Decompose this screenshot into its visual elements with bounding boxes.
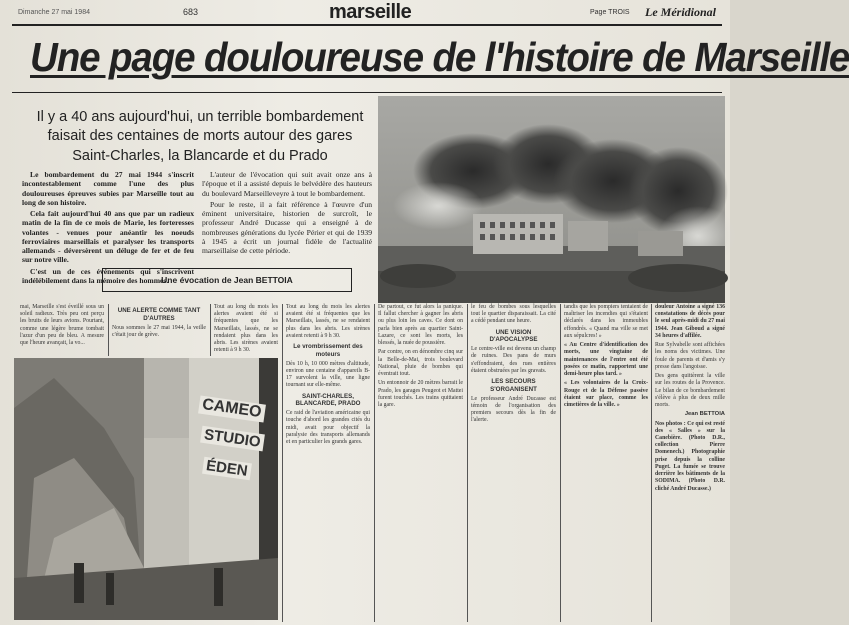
column-text: Un entonnoir de 20 mètres barrait le Prado, les garages Peugeot et Mattei furent touchés. Les trains quittaient la gare. <box>378 380 463 409</box>
photo-caption: Nos photos : Ce qui est resté des « Salles » sur la Canebière. (Photo D.R., collection Pierre Domenech.) Photographie prise depuis la colline Puget. La fumée se trouve derrière les bâtiments de la SODIMA. (Photo D.R. cliché André Ducasse.) <box>655 420 725 492</box>
article-column-5 <box>564 304 648 622</box>
bombing-smoke-photo <box>378 96 725 303</box>
column-text: Le professeur André Ducasse est témoin de l'organisation des premiers secours dès la fin de l'alerte. <box>471 395 556 424</box>
column-text: Des gens quittèrent la ville sur les routes de la Provence. Le bilan de ce bombardement s'élève à plus de deux mille morts. <box>655 373 725 409</box>
subheadline: Il y a 40 ans aujourd'hui, un terrible bombardement faisait des centaines de morts autour des gares Saint-Charles, la Blancarde et du Prado <box>36 109 364 164</box>
article-column-2 <box>286 304 370 622</box>
issue-date: Dimanche 27 mai 1984 <box>18 9 90 16</box>
column-divider <box>560 304 561 622</box>
intro-paragraph: C'est un de ces événements qui s'inscrivent indélébilement dans la mémoire des hommes. <box>22 266 194 285</box>
ruined-cinema-photo <box>14 358 278 620</box>
page-tag: Page TROIS <box>590 9 630 16</box>
headline-rule <box>12 92 722 93</box>
column-heading: UNE VISION D'APOCALYPSE <box>489 328 538 344</box>
column-heading: LES SECOURS S'ORGANISENT <box>490 378 537 393</box>
column-divider <box>210 304 211 356</box>
article-column-6 <box>655 304 725 622</box>
column-text: De partout, ce fut alors la panique. Il fallut chercher à gagner les abris ou plus loin les caves. Ce dont on parla bien après au quartier Saint-Lazare, ce sont les morts, les blessés, la nuée de poussière. <box>378 304 463 347</box>
section-title: marseille <box>329 1 412 23</box>
column-text: Tout au long du mois les alertes avaient été si fréquentes que les Marseillais, lassés, ne se rendaient plus dans les abris. Les sirènes avaient retenti à 9 h 30. <box>214 304 278 354</box>
cinema-sign-studio: STUDIO <box>200 426 264 452</box>
headline: Une page douloureuse de l'histoire de Marseille <box>30 34 849 80</box>
page-header <box>0 0 730 26</box>
article-signature: Jean BETTOIA <box>684 411 725 418</box>
intro-right <box>202 170 372 257</box>
column-text: Par contre, on en dénombre cinq sur la Belle-de-Mai, trois boulevard National, pluie de bombes qui éventrait tout. <box>378 349 463 378</box>
column-text: tandis que les pompiers tentaient de maîtriser les incendies qui s'étaient déclarés dans les immeubles effondrés. « Quand ma ville se met aux sépulcres! » <box>564 304 648 339</box>
column-text: Nous sommes le 27 mai 1944, la veille c'était jour de grève. <box>112 324 206 338</box>
article-column-3 <box>378 304 463 622</box>
column-text: Rue Sylvabelle sont affichées les noms des victimes. Une foule de parents et d'amis s'y presse dans l'angoisse. <box>655 342 725 370</box>
column-divider <box>467 304 468 622</box>
column-heading: Le vrombrissement des moteurs <box>293 343 363 358</box>
column-text: « Au Centre d'identification des morts, une vingtaine de maintenances de l'entre ont été posées ce matin, rapportent une demi-heure plus tard. » <box>564 342 648 378</box>
column-heading: UNE ALERTE COMME TANT D'AUTRES <box>117 307 201 322</box>
smoke-illustration <box>378 96 725 303</box>
article-column-2-top <box>214 304 278 356</box>
column-heading: SAINT-CHARLES, BLANCARDE, PRADO <box>295 392 361 408</box>
column-divider <box>651 304 652 622</box>
page-number: 683 <box>183 7 199 17</box>
column-text: Tout au long du mois les alertes avaient été si fréquentes que les Marseillais, lassés, ne se rendaient plus dans les abris. Les sirènes avaient retenti à 9 h 30. <box>286 304 370 339</box>
column-text: le feu de bombes sous lesquelles tout le quartier disparaissait. La cité a cédé pendant une heure. <box>471 304 556 325</box>
column-text: mai, Marseille s'est éveillé sous un soleil radieux. Très peu ont perçu les bruits de leurs avions. Pourtant, comme une légère brume tombait l'azur d'un peu de bleu. A mesure que l'heure avançait, la vo... <box>20 304 104 347</box>
column-text: douleur Antoine a signé 136 constatations de décès pour le seul après-midi du 27 mai 1944. Jean Giboud a signé 34 heures d'affilée. <box>655 304 725 339</box>
column-divider <box>108 304 109 356</box>
cinema-sign-eden: ÉDEN <box>202 457 252 480</box>
column-divider <box>282 304 283 622</box>
intro-paragraph: Pour le reste, il a fait référence à l'œuvre d'un éminent universitaire, historien de surcroît, le professeur André Ducasse qui a enseigné à de nombreuses générations du lycée Périer et qui de 1939 à 1945 a écrit un journal fidèle de l'actualité marseillaise de cette période. <box>202 199 372 255</box>
column-text: « Les volontaires de la Croix-Rouge et de la Défense passive étaient sur place, comme les cimetières de la ville. » <box>564 380 648 409</box>
article-column-1b <box>112 304 206 356</box>
intro-paragraph: Le bombardement du 27 mai 1944 s'inscrit incontestablement comme l'une des plus douloureuses épreuves subies par Marseille tout au long de son histoire. <box>22 170 194 207</box>
newspaper-name: Le Méridional <box>645 5 716 19</box>
column-text: Le centre-ville est devenu un champ de ruines. Des pans de murs s'effondraient, des rues entières étaient obstruées par les gravats. <box>471 346 556 374</box>
ruins-illustration <box>14 358 278 620</box>
header-rule <box>12 24 722 26</box>
column-text: Dès 10 h, 10 000 mètres d'altitude, environ une centaine d'appareils B-17 survolent la ville, une ligne tournant sur elle-même. <box>286 360 370 389</box>
article-column-1 <box>20 304 104 356</box>
column-text: Ce raid de l'aviation américaine qui touche d'abord les grandes cités du midi, avait pour objectif la paralysie des transports allemands et en particulier les grands gares. <box>286 410 370 446</box>
column-divider <box>374 304 375 622</box>
evocation-box: Une évocation de Jean BETTOIA <box>102 268 352 292</box>
article-column-4 <box>471 304 556 622</box>
intro-paragraph: Cela fait aujourd'hui 40 ans que par un radieux matin de la fin de ce mois de Marie, les forteresses volantes - venues pour anéantir les noeuds ferroviaires marseillais et paralyser les transports allemands - déversèrent un déluge de fer et de feu sur notre ville. <box>22 209 194 265</box>
cinema-sign-cameo: CAMEO <box>198 396 265 423</box>
intro-paragraph: L'auteur de l'évocation qui suit avait onze ans à l'époque et il a assisté depuis le belvédère des hauteurs du boulevard Marseilleveyre à tout le bombardement. <box>202 170 372 198</box>
